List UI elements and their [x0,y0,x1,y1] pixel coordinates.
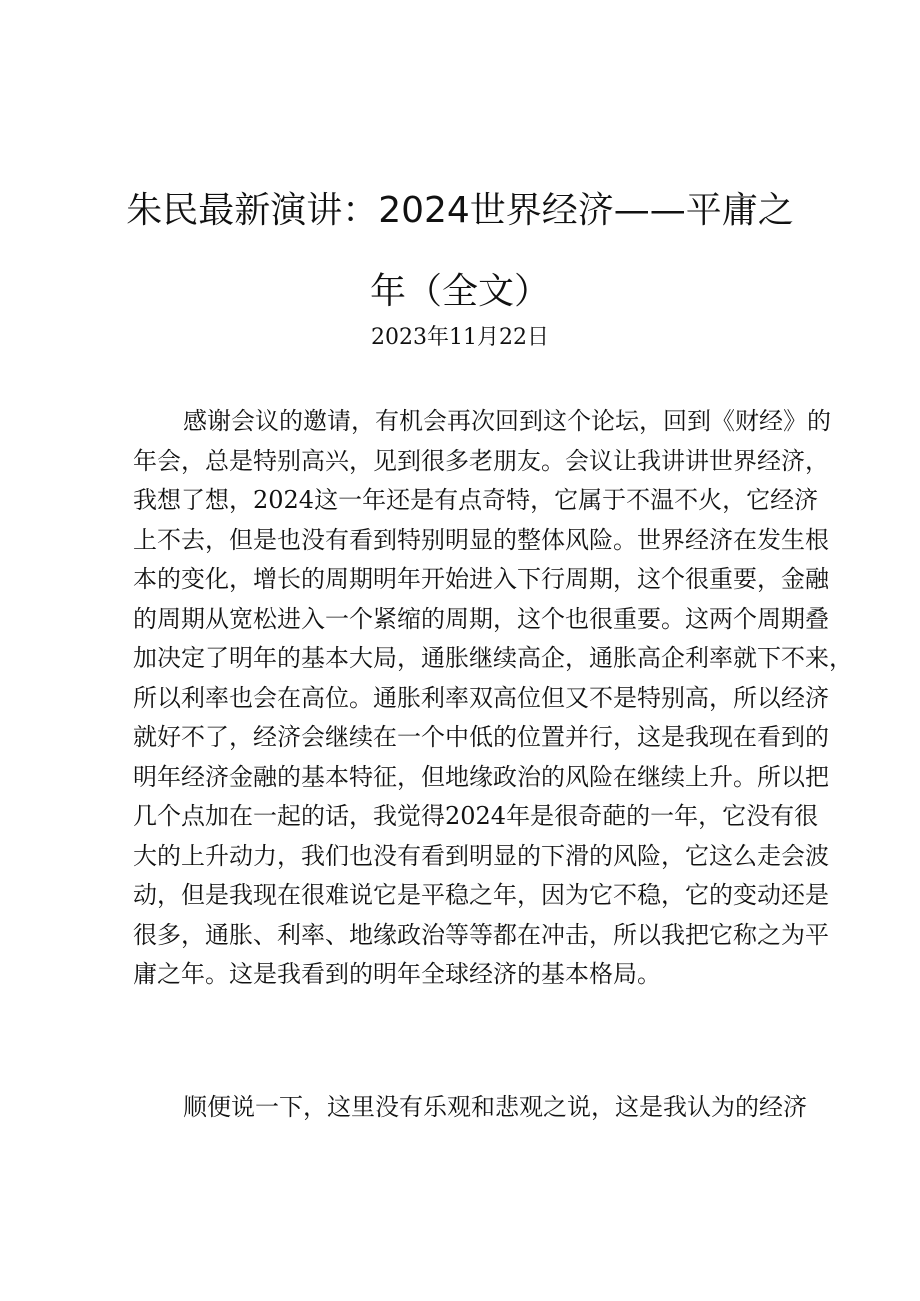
paragraph-line: 感谢会议的邀请，有机会再次回到这个论坛，回到《财经》的 [183,407,831,435]
paragraph-line: 明年经济金融的基本特征，但地缘政治的风险在继续上升。所以把 [133,762,829,791]
document-title-line-1: 朱民最新演讲：2024世界经济——平庸之 [126,190,794,231]
paragraph-1 [133,402,853,995]
paragraph-2 [133,1088,807,1128]
paragraph-line: 几个点加在一起的话，我觉得2024年是很奇葩的一年，它没有很 [133,802,819,830]
paragraph-line: 本的变化，增长的周期明年开始进入下行周期，这个很重要，金融 [133,565,829,593]
paragraph-line: 的周期从宽松进入一个紧缩的周期，这个也很重要。这两个周期叠 [133,604,829,633]
paragraph-line: 就好不了，经济会继续在一个中低的位置并行，这是我现在看到的 [133,723,829,751]
paragraph-line: 所以利率也会在高位。通胀利率双高位但又不是特别高，所以经济 [133,683,829,712]
document-date: 2023年11月22日 [371,325,549,350]
paragraph-line: 我想了想，2024这一年还是有点奇特，它属于不温不火，它经济 [133,486,819,514]
paragraph-line: 顺便说一下，这里没有乐观和悲观之说，这是我认为的经济 [183,1093,807,1121]
paragraph-line: 大的上升动力，我们也没有看到明显的下滑的风险，它这么走会波 [133,841,829,870]
paragraph-line: 上不去，但是也没有看到特别明显的整体风险。世界经济在发生根 [133,525,829,554]
paragraph-line: 年会，总是特别高兴，见到很多老朋友。会议让我讲讲世界经济， [133,446,829,475]
paragraph-line: 很多，通胀、利率、地缘政治等等都在冲击，所以我把它称之为平 [133,920,829,949]
document-title-line-2: 年（全文） [369,271,550,312]
paragraph-line: 动，但是我现在很难说它是平稳之年，因为它不稳，它的变动还是 [133,881,829,909]
paragraph-line: 庸之年。这是我看到的明年全球经济的基本格局。 [133,960,661,988]
paragraph-line: 加决定了明年的基本大局，通胀继续高企，通胀高企利率就下不来， [133,644,853,672]
